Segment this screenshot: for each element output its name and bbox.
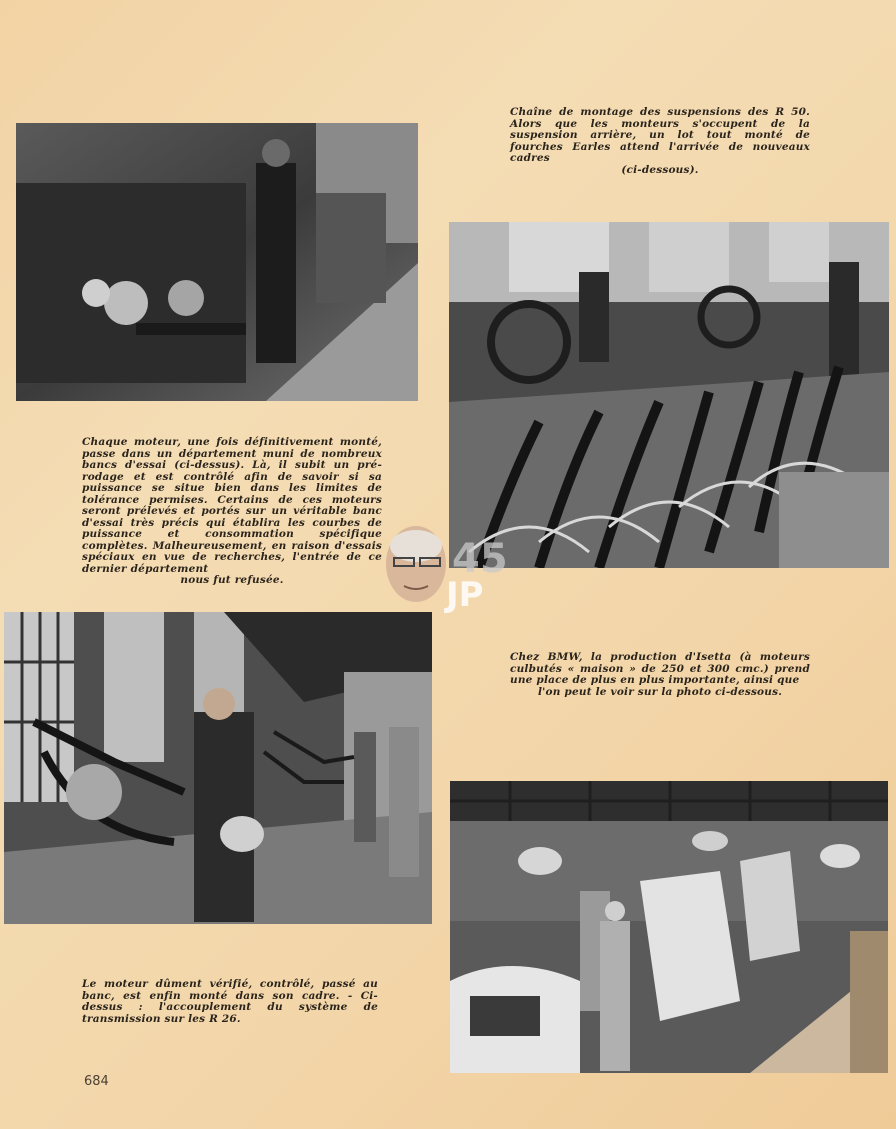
photo-frame-assembly [4,612,432,924]
svg-text:45: 45 [452,536,508,582]
caption-suspension-assembly-last: (ci-dessous). [621,163,699,176]
caption-isetta-production [510,652,810,698]
page-number: 684 [84,1074,109,1089]
caption-suspension-assembly [510,107,810,176]
photo-isetta-production-image [450,781,888,1073]
photo-engine-test-benches-image [16,123,418,401]
svg-text:JP: JP [446,575,484,614]
caption-frame-assembly [82,979,378,1025]
caption-isetta-production-last: l'on peut le voir sur la photo ci-dessous. [537,685,783,698]
caption-suspension-assembly-text: Chaîne de montage des suspensions des R 50. Alors que les monteurs s'occupent de la suspension arrière, un lot tout monté de fourches Earles attend l'arrivée de nouveaux cadres [510,106,810,164]
watermark-logo-image [380,514,520,614]
photo-isetta-production [450,781,888,1073]
photo-engine-test-benches [16,123,418,401]
caption-engine-test-benches-last: nous fut refusée. [180,574,284,586]
caption-engine-test-benches-text: Chaque moteur, une fois définitivement monté, passe dans un département muni de nombreux bancs d'essai (ci-dessus). Là, il subit un pré-rodage et est contrôlé afin de savoir si sa puissance se situe bien dans les limites de tolérance permises. Certains de ces moteurs seront prélevés et portés sur un véritable banc d'essai très précis qui établira les courbes de puissance et consommation spécifique complètes. Malheureusement, en raison d'essais spéciaux en vue de recherches, l'entrée de ce dernier département [82,436,382,575]
caption-engine-test-benches [82,437,382,587]
caption-isetta-production-text: Chez BMW, la production d'Isetta (à moteurs culbutés « maison » de 250 et 300 cmc.) prend une place de plus en plus importante, ainsi que [510,651,810,686]
watermark-logo [380,514,520,614]
photo-frame-assembly-image [4,612,432,924]
caption-frame-assembly-text: Le moteur dûment vérifié, contrôlé, passé au banc, est enfin monté dans son cadre. - Ci-dessus : l'accouplement du système de transmission sur les R 26. [82,978,378,1025]
